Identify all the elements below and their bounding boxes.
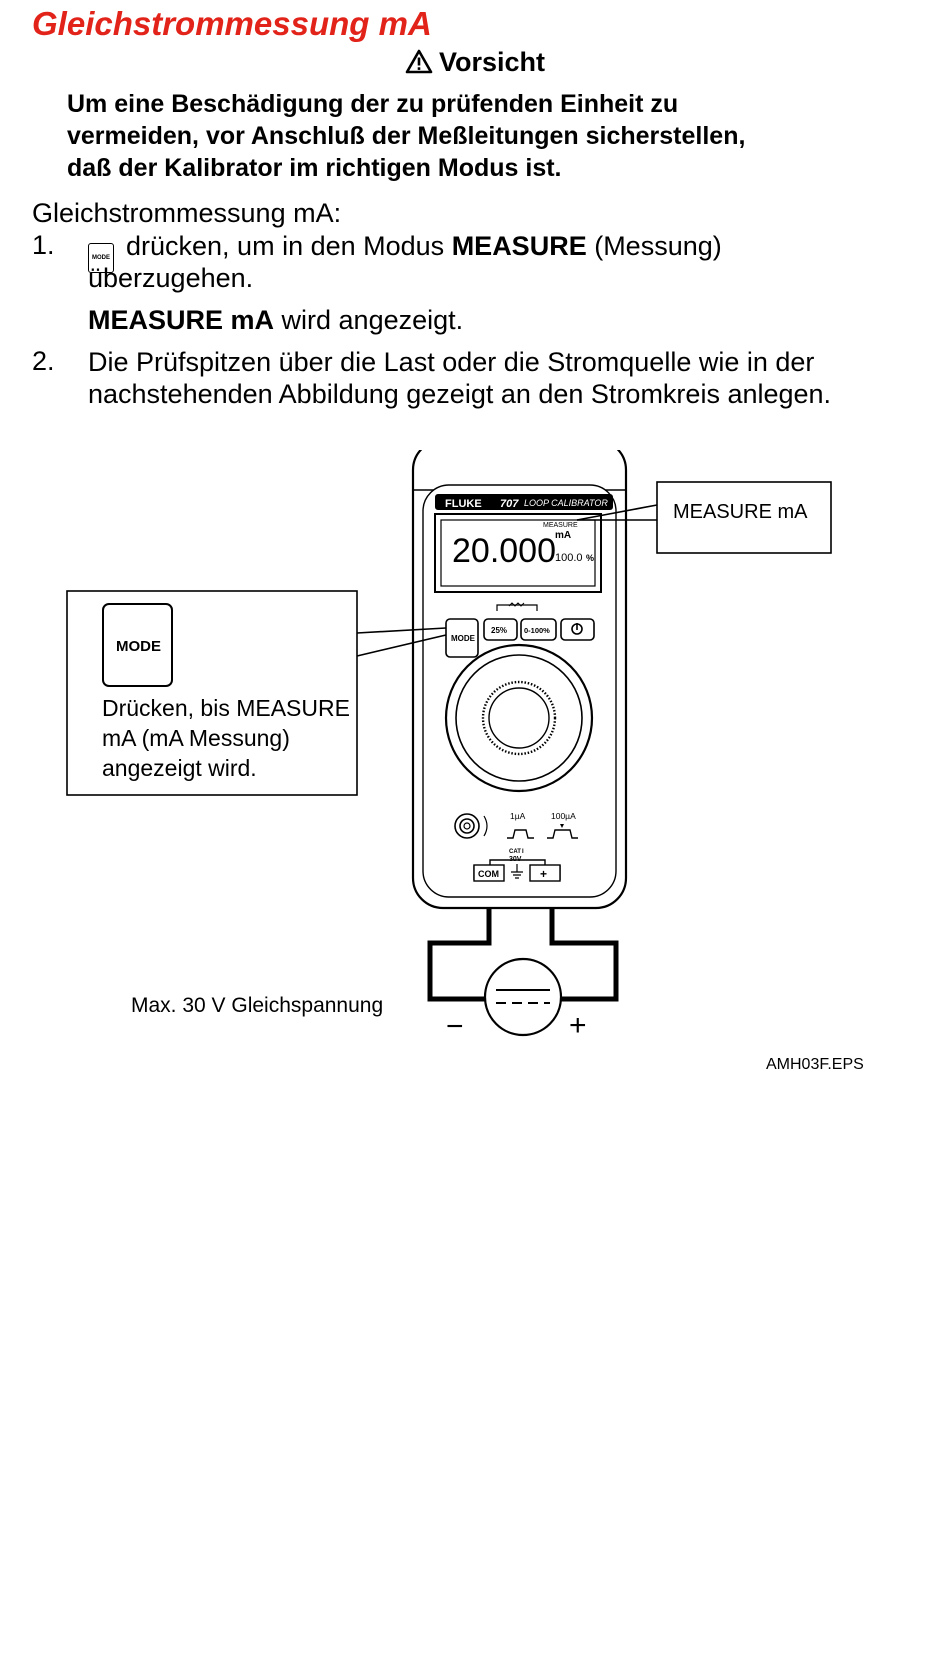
minus-sign: − [446, 1010, 464, 1043]
step-1-result-text: wird angezeigt. [274, 305, 464, 335]
100ua-label: 100µA [551, 811, 576, 821]
display-unit: mA [555, 530, 572, 541]
mode-callout-line-3: angezeigt wird. [102, 755, 257, 781]
display-mode-text: MEASURE [543, 522, 578, 529]
0-100-percent-label: 0-100% [524, 626, 550, 635]
1ua-label: 1µA [510, 811, 526, 821]
caution-text [67, 88, 927, 184]
page-title: Gleichstrommessung mA [32, 5, 432, 42]
step-2-number: 2. [32, 346, 55, 376]
plus-terminal-label: + [540, 867, 548, 881]
caution-line: vermeiden, vor Anschluß der Meßleitungen sicherstellen, [67, 122, 746, 150]
step-2-line-2: nachstehenden Abbildung gezeigt an den Stromkreis anlegen. [88, 379, 832, 409]
25-percent-label: 25% [491, 626, 508, 635]
display-value: 20.000 [452, 532, 556, 570]
file-label: AMH03F.EPS [766, 1056, 864, 1073]
display-percent-sign: % [586, 553, 595, 563]
mode-callout-line-1: Drücken, bis MEASURE [102, 695, 350, 721]
caution-heading-label: Vorsicht [438, 47, 546, 77]
mode-button-label: MODE [451, 634, 475, 643]
caution-heading [0, 47, 950, 78]
dc-source-icon [485, 959, 561, 1035]
caution-line: Um eine Beschädigung der zu prüfenden Einheit zu [67, 90, 679, 118]
step-1-number: 1. [32, 230, 55, 260]
step-1-result [88, 304, 463, 336]
cat-roman-label: I [522, 849, 524, 855]
wire-com [430, 908, 489, 999]
intro-text: Gleichstrommessung mA: [32, 198, 342, 228]
step-1-mode-name: MEASURE [451, 231, 587, 261]
voltage-label: 30V [509, 856, 522, 863]
com-terminal-label: COM [478, 869, 499, 879]
model-name-label: LOOP CALIBRATOR [524, 498, 608, 508]
warning-icon [405, 49, 433, 74]
plus-sign: + [569, 1009, 587, 1042]
step-1-result-bold: MEASURE mA [88, 305, 275, 335]
brand-label: FLUKE [445, 498, 482, 510]
step-1-line-2: überzugehen. [88, 263, 254, 293]
display-callout-text: MEASURE mA [673, 501, 808, 523]
source-label: Max. 30 V Gleichspannung [131, 994, 384, 1017]
mode-callout-line-2: mA (mA Messung) [102, 725, 290, 751]
model-label: 707 [500, 498, 519, 510]
step-1-text-end: (Messung) [586, 231, 722, 261]
step-2-line-1: Die Prüfspitzen über die Last oder die Stromquelle wie in der [88, 347, 815, 377]
mode-key-large-label: MODE [116, 638, 161, 655]
step-1-text: drücken, um in den Modus [126, 231, 452, 261]
mode-key-icon: MODE [88, 243, 114, 273]
display-percent: 100.0 [555, 552, 583, 564]
caution-line: daß der Kalibrator im richtigen Modus ist. [67, 154, 562, 182]
cat-label: CAT [509, 849, 521, 855]
wire-plus [552, 908, 616, 999]
